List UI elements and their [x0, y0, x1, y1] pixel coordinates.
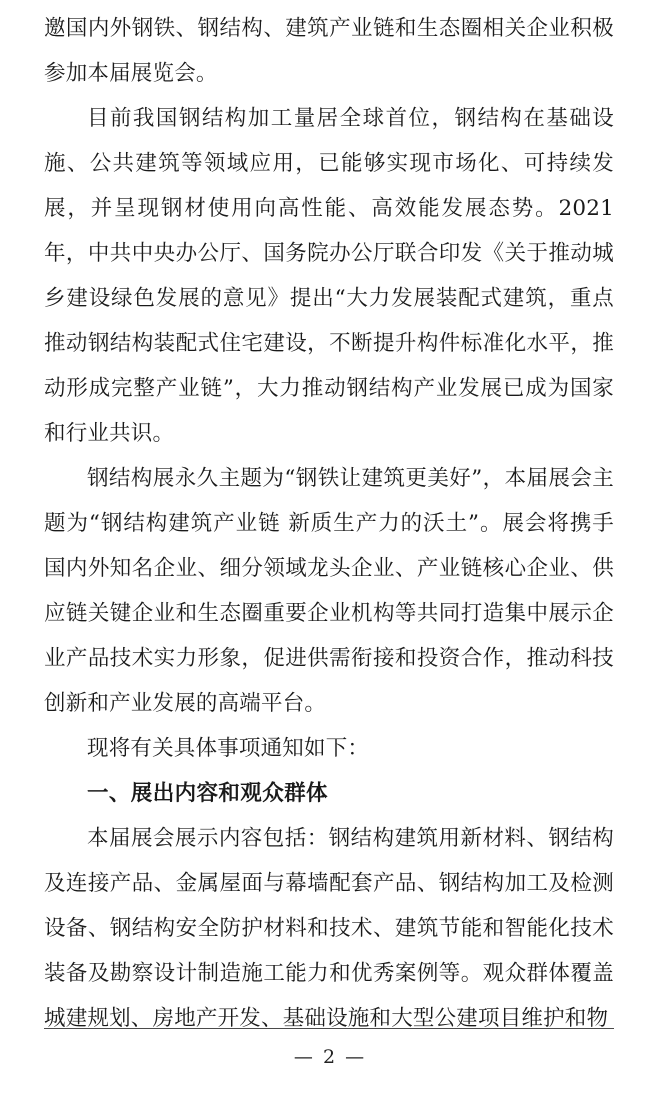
paragraph-exhibition-theme: 钢结构展永久主题为“钢铁让建筑更美好”，本届展会主题为“钢结构建筑产业链 新质生产力的沃土”。展会将携手国内外知名企业、细分领域龙头企业、产业链核心企业、供应链关键企业和生态圈重要企业机构等共同打造集中展示企业产品技术实力形象，促进供需衔接和投资合作，推动科技创新和产业发展的高端平台。	[44, 466, 614, 716]
paragraph-steel-output: 目前我国钢结构加工量居全球首位，钢结构在基础设施、公共建筑等领域应用，已能够实现市场化、可持续发展，并呈现钢材使用向高性能、高效能发展态势。2021 年，中共中央办公厅、国务院办公厅联合印发《关于推动城乡建设绿色发展的意见》提出“大力发展装配式建筑，重点推动钢结构装配式住宅建设，不断提升构件标准化水平，推动形成完整产业链”，大力推动钢结构产业发展已成为国家和行业共识。	[44, 106, 614, 446]
paragraph-notice-intro: 现将有关具体事项通知如下：	[87, 736, 370, 761]
footer-divider	[44, 1028, 614, 1029]
document-body	[44, 6, 614, 1041]
paragraph-continued: 邀国内外钢铁、钢结构、建筑产业链和生态圈相关企业积极参加本届展览会。	[44, 16, 614, 86]
page-number	[0, 1046, 660, 1068]
page-number-label: — 2 —	[293, 1046, 367, 1068]
section-heading-1: 一、展出内容和观众群体	[87, 781, 328, 806]
paragraph-exhibit-content: 本届展会展示内容包括：钢结构建筑用新材料、钢结构及连接产品、金属屋面与幕墙配套产品、钢结构加工及检测设备、钢结构安全防护材料和技术、建筑节能和智能化技术装备及勘察设计制造施工能力和优秀案例等。观众群体覆盖城建规划、房地产开发、基础设施和大型公建项目维护和物	[44, 826, 614, 1031]
